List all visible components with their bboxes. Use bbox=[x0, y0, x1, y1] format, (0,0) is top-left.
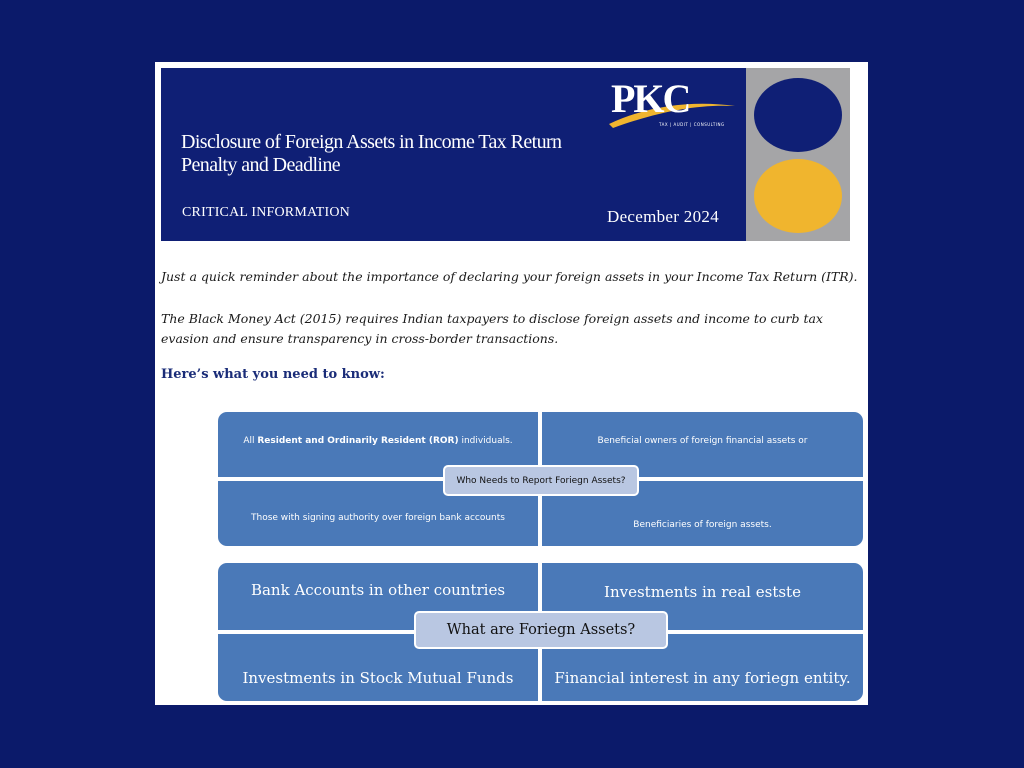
brand-swatch-panel bbox=[746, 68, 850, 241]
navy-circle bbox=[754, 78, 842, 152]
who-quadrant-3: Those with signing authority over foreign bank accounts bbox=[218, 481, 538, 546]
critical-info-label: CRITICAL INFORMATION bbox=[182, 205, 350, 220]
assets-quadrant-4: Financial interest in any foriegn entity. bbox=[542, 634, 863, 701]
assets-center-label: What are Foriegn Assets? bbox=[414, 611, 668, 649]
who-q1-text: All Resident and Ordinarily Resident (ROR) individuals. bbox=[243, 435, 513, 446]
newsletter-page bbox=[155, 62, 868, 705]
logo-tagline: TAX | AUDIT | CONSULTING bbox=[659, 122, 725, 127]
title-line-1: Disclosure of Foreign Assets in Income Tax Return bbox=[181, 131, 562, 153]
who-quadrant-2: Beneficial owners of foreign financial assets or bbox=[542, 412, 863, 477]
issue-date: December 2024 bbox=[607, 207, 719, 226]
who-center-label: Who Needs to Report Foriegn Assets? bbox=[443, 465, 639, 496]
intro-paragraph-2: The Black Money Act (2015) requires Indian taxpayers to disclose foreign assets and income to curb tax evasion and ensure transparency in cross-border transactions. bbox=[161, 311, 823, 346]
title-line-2: Penalty and Deadline bbox=[181, 154, 341, 176]
logo-text: PKC bbox=[611, 76, 690, 121]
section-heading: Here’s what you need to know: bbox=[161, 367, 385, 382]
header-banner bbox=[161, 68, 749, 241]
assets-quadrant-2: Investments in real estste bbox=[542, 563, 863, 630]
page-title bbox=[181, 131, 641, 177]
pkc-logo bbox=[607, 76, 737, 136]
intro-paragraph-1: Just a quick reminder about the importance of declaring your foreign assets in your Income Tax Return (ITR). bbox=[161, 269, 858, 284]
who-quadrant-4: Beneficiaries of foreign assets. bbox=[542, 481, 863, 546]
assets-quadrant-3: Investments in Stock Mutual Funds bbox=[218, 634, 538, 701]
gold-circle bbox=[754, 159, 842, 233]
assets-quadrant-1: Bank Accounts in other countries bbox=[218, 563, 538, 630]
